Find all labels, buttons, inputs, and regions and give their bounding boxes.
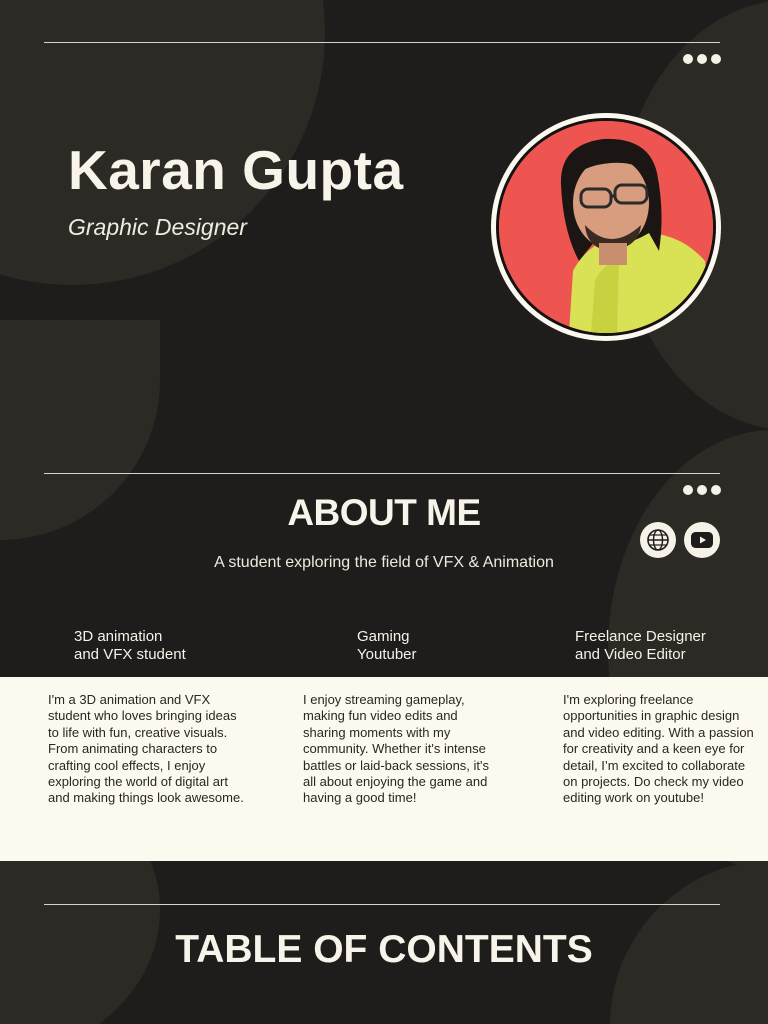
person-name: Karan Gupta [68, 139, 404, 201]
avatar-photo [499, 121, 713, 333]
globe-icon[interactable] [640, 522, 676, 558]
column-heading-2: Gaming Youtuber [357, 628, 417, 663]
avatar [491, 113, 721, 341]
portrait-illustration [499, 121, 713, 333]
column-text-3: I'm exploring freelance opportunities in graphic design and video editing. With a passion for creativity and a keen eye for detail, I’m excited to collaborate on projects. Do check my video editing work on youtube! [563, 692, 754, 806]
menu-dots-icon[interactable] [683, 54, 721, 64]
column-text-2: I enjoy streaming gameplay, making fun video edits and sharing moments with my community. Whether it's intense battles or laid-back sessions, it's all about enjoying the game and having a good time! [303, 692, 490, 806]
column-heading-1: 3D animation and VFX student [74, 628, 186, 663]
top-divider [44, 42, 720, 43]
toc-divider [44, 904, 720, 905]
about-divider [44, 473, 720, 474]
youtube-icon[interactable] [684, 522, 720, 558]
about-title: ABOUT ME [287, 492, 481, 533]
person-role: Graphic Designer [68, 214, 247, 240]
toc-title: TABLE OF CONTENTS [175, 928, 593, 971]
column-heading-3: Freelance Designer and Video Editor [575, 628, 706, 663]
column-text-1: I'm a 3D animation and VFX student who loves bringing ideas to life with fun, creative visuals. From animating characters to crafting cool effects, I enjoy exploring the world of digital art and making things look awesome. [48, 692, 244, 806]
about-subtitle: A student exploring the field of VFX & Animation [214, 554, 554, 571]
